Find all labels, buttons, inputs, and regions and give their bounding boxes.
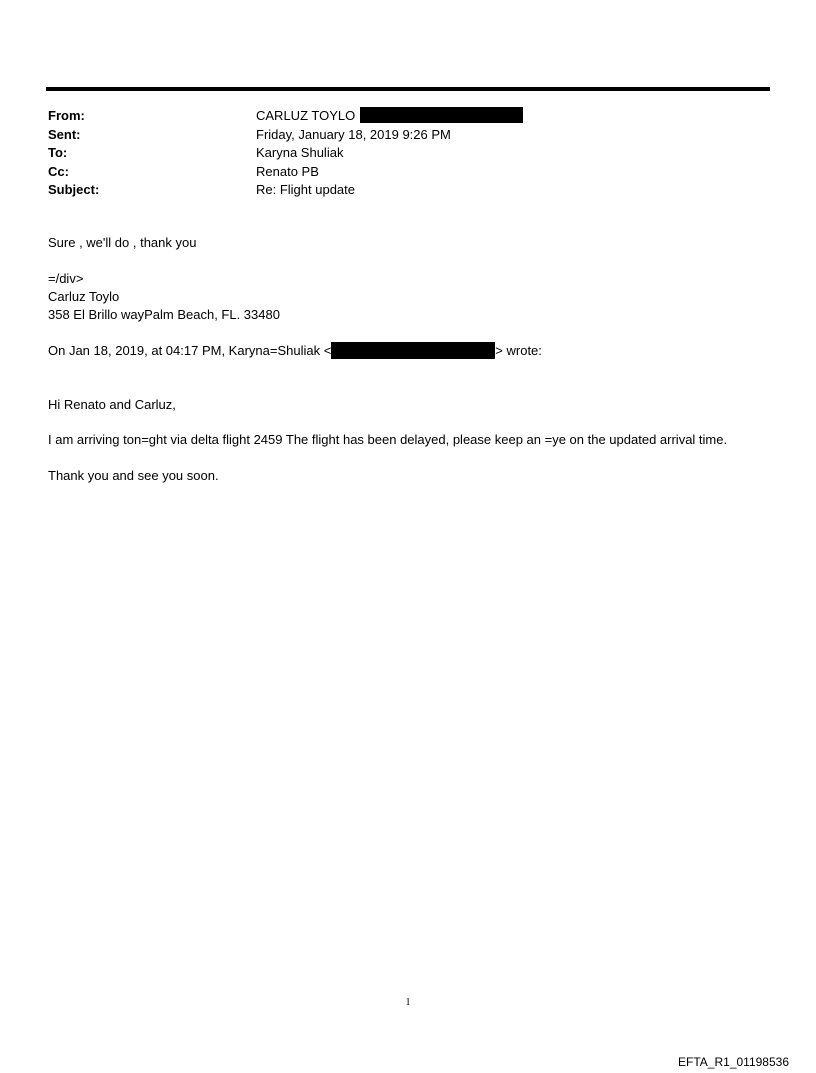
closing: Thank you and see you soon. [48,468,219,483]
from-name: CARLUZ TOYLO [256,108,356,123]
to-value: Karyna Shuliak [256,145,344,160]
header-divider [46,87,770,91]
bates-number: EFTA_R1_01198536 [678,1055,789,1069]
div-artifact: =/div> [48,271,84,286]
signature-name: Carluz Toylo [48,289,120,304]
to-label: To: [48,145,68,160]
signature-address: 358 El Brillo wayPalm Beach, FL. 33480 [48,307,280,322]
cc-label: Cc: [48,163,69,179]
email-header [48,107,768,200]
quote-intro-after: > wrote: [495,343,542,358]
subject-value: Re: Flight update [256,182,356,197]
subject-row [48,181,768,200]
page-number: 1 [405,997,411,1008]
sent-row [48,126,768,145]
redaction-sender-email [331,342,495,359]
cc-value: Renato PB [256,163,319,179]
to-row [48,144,768,163]
from-row [48,107,768,126]
subject-label: Subject: [48,182,100,197]
greeting: Hi Renato and Carluz, [48,397,176,412]
from-label: From: [48,108,85,123]
quote-intro [48,342,542,360]
redaction-from-email [360,107,523,123]
reply-line: Sure , we'll do , thank you [48,235,197,250]
from-value [256,107,523,126]
sent-label: Sent: [48,126,81,142]
cc-row [48,163,768,182]
quote-intro-before: On Jan 18, 2019, at 04:17 PM, Karyna=Shuliak < [48,343,332,358]
message-body: I am arriving ton=ght via delta flight 2459 The flight has been delayed, please keep an =ye on the updated arrival time. [48,432,728,447]
sent-value: Friday, January 18, 2019 9:26 PM [256,126,451,142]
